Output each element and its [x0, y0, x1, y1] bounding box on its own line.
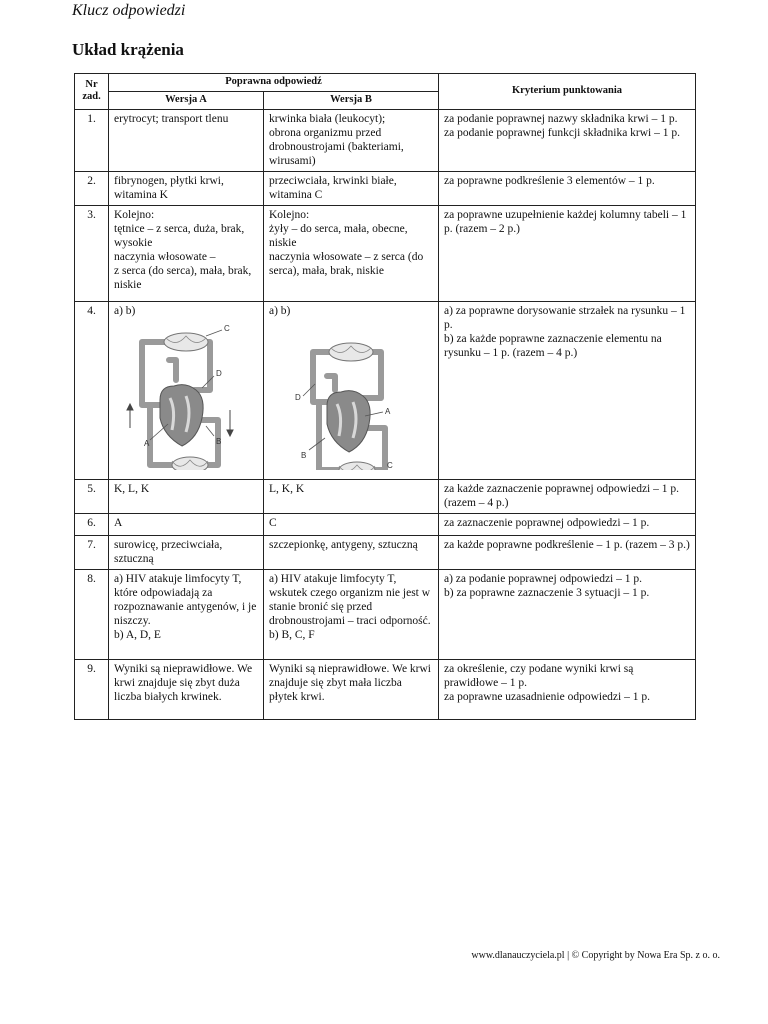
diagram-a-label-a: A: [144, 438, 150, 448]
scoring-criterion: za poprawne podkreślenie 3 elementów – 1 p.: [439, 171, 696, 205]
table-row: [75, 109, 696, 171]
answer-version-a: A: [109, 513, 264, 535]
circulatory-diagram-a: [114, 320, 254, 470]
answer-version-b: L, K, K: [264, 479, 439, 513]
table-row: [75, 171, 696, 205]
diagram-b-label-c: C: [387, 460, 393, 470]
answer-version-a: Kolejno: tętnice – z serca, duża, brak, wysokie naczynia włosowate – z serca (do serca), mała, brak, niskie: [109, 205, 264, 301]
scoring-criterion: za poprawne uzupełnienie każdej kolumny tabeli – 1 p. (razem – 2 p.): [439, 205, 696, 301]
task-number: 1.: [75, 109, 109, 171]
answer-version-b: krwinka biała (leukocyt); obrona organizmu przed drobnoustrojami (bakteriami, wirusami): [264, 109, 439, 171]
answer-version-a: K, L, K: [109, 479, 264, 513]
header-correct-answer: Poprawna odpowiedź: [109, 74, 439, 92]
answer-version-b: [264, 301, 439, 479]
answer-version-a: a) HIV atakuje limfocyty T, które odpowiadają za rozpoznawanie antygenów, i je niszczy. b) A, D, E: [109, 569, 264, 659]
diagram-a-label-b: B: [216, 436, 222, 446]
table-row: [75, 301, 696, 479]
section-title: Układ krążenia: [72, 40, 184, 59]
header-version-b: Wersja B: [264, 91, 439, 109]
table-row: [75, 569, 696, 659]
scoring-criterion: za każde poprawne podkreślenie – 1 p. (razem – 3 p.): [439, 535, 696, 569]
scoring-criterion: za każde zaznaczenie poprawnej odpowiedzi – 1 p. (razem – 4 p.): [439, 479, 696, 513]
circulatory-diagram-b: [269, 320, 409, 470]
table-row: [75, 513, 696, 535]
header-version-a: Wersja A: [109, 91, 264, 109]
answer-version-a: surowicę, przeciwciała, sztuczną: [109, 535, 264, 569]
diagram-b-label-b: B: [301, 450, 307, 460]
answer-key-table: [74, 73, 696, 720]
answer-version-a-text: a) b): [114, 304, 136, 317]
task-number: 8.: [75, 569, 109, 659]
header-criterion: Kryterium punktowania: [439, 74, 696, 110]
diagram-b-label-d: D: [295, 392, 301, 402]
header-nr: Nr zad.: [75, 74, 109, 110]
diagram-a-label-c: C: [224, 323, 230, 333]
answer-version-a: fibrynogen, płytki krwi, witamina K: [109, 171, 264, 205]
running-header: Klucz odpowiedzi: [72, 2, 186, 19]
scoring-criterion: a) za poprawne dorysowanie strzałek na rysunku – 1 p. b) za każde poprawne zaznaczenie elementu na rysunku – 1 p. (razem – 4 p.): [439, 301, 696, 479]
answer-version-b: a) HIV atakuje limfocyty T, wskutek czego organizm nie jest w stanie bronić się przed drobnoustrojami – traci odporność. b) B, C, F: [264, 569, 439, 659]
task-number: 5.: [75, 479, 109, 513]
copyright-footer: www.dlanauczyciela.pl | © Copyright by Nowa Era Sp. z o. o.: [471, 950, 720, 961]
answer-version-b: przeciwciała, krwinki białe, witamina C: [264, 171, 439, 205]
scoring-criterion: za zaznaczenie poprawnej odpowiedzi – 1 p.: [439, 513, 696, 535]
table-header-row: [75, 74, 696, 92]
answer-version-a: [109, 301, 264, 479]
diagram-a-label-d: D: [216, 368, 222, 378]
scoring-criterion: za określenie, czy podane wyniki krwi są prawidłowe – 1 p. za poprawne uzasadnienie odpowiedzi – 1 p.: [439, 659, 696, 719]
task-number: 4.: [75, 301, 109, 479]
answer-version-b-text: a) b): [269, 304, 291, 317]
answer-version-b: Kolejno: żyły – do serca, mała, obecne, niskie naczynia włosowate – z serca (do serca), mała, brak, niskie: [264, 205, 439, 301]
answer-version-b: Wyniki są nieprawidłowe. We krwi znajduje się zbyt mała liczba płytek krwi.: [264, 659, 439, 719]
task-number: 7.: [75, 535, 109, 569]
scoring-criterion: za podanie poprawnej nazwy składnika krwi – 1 p. za podanie poprawnej funkcji składnika krwi – 1 p.: [439, 109, 696, 171]
answer-version-a: Wyniki są nieprawidłowe. We krwi znajduje się zbyt duża liczba białych krwinek.: [109, 659, 264, 719]
answer-version-b: szczepionkę, antygeny, sztuczną: [264, 535, 439, 569]
table-row: [75, 659, 696, 719]
task-number: 2.: [75, 171, 109, 205]
answer-version-b: C: [264, 513, 439, 535]
table-row: [75, 205, 696, 301]
table-row: [75, 479, 696, 513]
table-row: [75, 535, 696, 569]
diagram-b-label-a: A: [385, 406, 391, 416]
answer-version-a: erytrocyt; transport tlenu: [109, 109, 264, 171]
task-number: 6.: [75, 513, 109, 535]
scoring-criterion: a) za podanie poprawnej odpowiedzi – 1 p. b) za poprawne zaznaczenie 3 sytuacji – 1 p.: [439, 569, 696, 659]
task-number: 9.: [75, 659, 109, 719]
task-number: 3.: [75, 205, 109, 301]
